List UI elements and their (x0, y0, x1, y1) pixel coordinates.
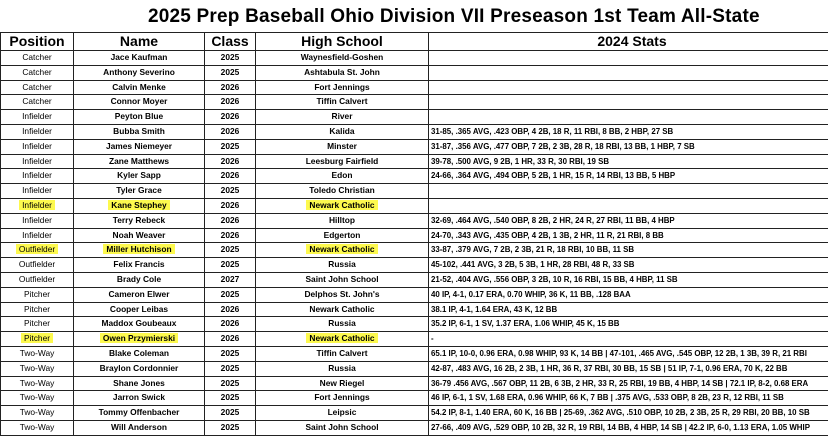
player-class-cell (205, 80, 256, 95)
table-row (1, 391, 828, 406)
player-position-cell (1, 228, 74, 243)
player-high-school-cell (256, 361, 429, 376)
player-position: Two-Way (20, 348, 55, 358)
player-high-school: Toledo Christian (309, 185, 374, 195)
table-header-row (1, 33, 828, 51)
table-row (1, 154, 828, 169)
player-stats-cell (429, 391, 828, 406)
player-position-cell (1, 346, 74, 361)
player-position-cell (1, 95, 74, 110)
player-stats-cell (429, 95, 828, 110)
player-class: 2026 (221, 200, 240, 210)
player-class-cell (205, 184, 256, 199)
player-class: 2026 (221, 170, 240, 180)
player-stats: 54.2 IP, 8-1, 1.40 ERA, 60 K, 16 BB | 25-69, .362 AVG, .510 OBP, 10 2B, 2 3B, 25 R, 29 RBI, 20 BB, 10 SB (431, 408, 810, 417)
player-stats-cell (429, 169, 828, 184)
table-row (1, 184, 828, 199)
player-high-school-cell (256, 317, 429, 332)
player-position-cell (1, 80, 74, 95)
player-name-cell (74, 317, 205, 332)
player-stats-cell (429, 376, 828, 391)
player-position: Infielder (22, 215, 52, 225)
player-class: 2025 (221, 422, 240, 432)
player-high-school-cell (256, 95, 429, 110)
player-position-cell (1, 184, 74, 199)
player-name-cell (74, 213, 205, 228)
player-name: Bubba Smith (113, 126, 165, 136)
player-position: Infielder (19, 200, 55, 210)
table-body (1, 51, 828, 436)
player-stats-cell (429, 258, 828, 273)
player-position: Infielder (22, 126, 52, 136)
table-row (1, 65, 828, 80)
player-position: Catcher (22, 82, 51, 92)
player-position: Catcher (22, 67, 51, 77)
player-class: 2026 (221, 96, 240, 106)
player-class: 2026 (221, 318, 240, 328)
player-high-school-cell (256, 287, 429, 302)
player-position-cell (1, 124, 74, 139)
table-row (1, 243, 828, 258)
player-position: Catcher (22, 96, 51, 106)
player-name-cell (74, 228, 205, 243)
player-stats-cell (429, 198, 828, 213)
player-name: Noah Weaver (113, 230, 166, 240)
player-position-cell (1, 317, 74, 332)
player-high-school: Newark Catholic (306, 244, 377, 254)
player-stats: 31-85, .365 AVG, .423 OBP, 4 2B, 18 R, 11 RBI, 8 BB, 2 HBP, 27 SB (431, 127, 673, 136)
header-class: Class (205, 33, 256, 51)
player-name: Owen Przymierski (100, 333, 178, 343)
player-name: Tommy Offenbacher (99, 407, 180, 417)
table-row (1, 110, 828, 125)
player-name: Connor Moyer (111, 96, 168, 106)
player-high-school: Edgerton (324, 230, 361, 240)
all-state-table (0, 32, 828, 436)
player-high-school: Newark Catholic (306, 200, 377, 210)
player-high-school: Kalida (329, 126, 354, 136)
player-class-cell (205, 420, 256, 435)
player-high-school: Edon (332, 170, 353, 180)
player-name: James Niemeyer (106, 141, 172, 151)
player-high-school-cell (256, 110, 429, 125)
player-position-cell (1, 332, 74, 347)
player-name-cell (74, 51, 205, 66)
player-name: Cameron Elwer (109, 289, 170, 299)
table-row (1, 139, 828, 154)
player-name: Brady Cole (117, 274, 161, 284)
player-name: Peyton Blue (115, 111, 163, 121)
player-stats: 24-70, .343 AVG, .435 OBP, 4 2B, 1 3B, 2 HR, 11 R, 21 RBI, 8 BB (431, 231, 664, 240)
player-position: Pitcher (21, 333, 53, 343)
player-class: 2025 (221, 348, 240, 358)
player-stats: 42-87, .483 AVG, 16 2B, 2 3B, 1 HR, 36 R, 37 RBI, 30 BB, 15 SB | 51 IP, 7-1, 0.96 ERA, 70 K, 22 BB (431, 364, 787, 373)
player-name-cell (74, 391, 205, 406)
player-stats: 24-66, .364 AVG, .494 OBP, 5 2B, 1 HR, 15 R, 14 RBI, 13 BB, 5 HBP (431, 171, 675, 180)
player-class-cell (205, 287, 256, 302)
header-position: Position (1, 33, 74, 51)
player-high-school-cell (256, 169, 429, 184)
table-row (1, 80, 828, 95)
player-stats-cell (429, 361, 828, 376)
player-stats: 33-87, .379 AVG, 7 2B, 2 3B, 21 R, 18 RBI, 10 BB, 11 SB (431, 245, 634, 254)
player-stats: 65.1 IP, 10-0, 0.96 ERA, 0.98 WHIP, 93 K, 14 BB | 47-101, .465 AVG, .545 OBP, 12 2B, 1 3B, 39 R, 21 RBI (431, 349, 807, 358)
player-class-cell (205, 228, 256, 243)
player-stats: 46 IP, 6-1, 1 SV, 1.68 ERA, 0.96 WHIP, 66 K, 7 BB | .375 AVG, .533 OBP, 8 2B, 23 R, 12 RBI, 11 SB (431, 393, 784, 402)
player-class: 2025 (221, 67, 240, 77)
player-high-school: Russia (328, 363, 355, 373)
player-class-cell (205, 213, 256, 228)
player-position-cell (1, 406, 74, 421)
player-class: 2026 (221, 156, 240, 166)
player-position: Outfielder (16, 244, 58, 254)
player-class: 2027 (221, 274, 240, 284)
player-stats-cell (429, 65, 828, 80)
player-high-school-cell (256, 258, 429, 273)
player-class-cell (205, 406, 256, 421)
player-position: Two-Way (20, 378, 55, 388)
player-high-school-cell (256, 198, 429, 213)
player-high-school: Russia (328, 259, 355, 269)
player-position-cell (1, 361, 74, 376)
player-class-cell (205, 51, 256, 66)
player-stats: 32-69, .464 AVG, .540 OBP, 8 2B, 2 HR, 24 R, 27 RBI, 11 BB, 4 HBP (431, 216, 675, 225)
player-name-cell (74, 302, 205, 317)
player-high-school-cell (256, 184, 429, 199)
player-name-cell (74, 198, 205, 213)
page-title: 2025 Prep Baseball Ohio Division VII Preseason 1st Team All-State (148, 4, 828, 30)
player-class: 2025 (221, 392, 240, 402)
player-name-cell (74, 376, 205, 391)
player-high-school: Fort Jennings (314, 392, 369, 402)
table-row (1, 332, 828, 347)
player-position: Infielder (22, 141, 52, 151)
player-class: 2026 (221, 333, 240, 343)
player-class-cell (205, 65, 256, 80)
player-stats-cell (429, 346, 828, 361)
player-high-school: Saint John School (305, 422, 378, 432)
player-position-cell (1, 420, 74, 435)
player-stats-cell (429, 184, 828, 199)
player-position-cell (1, 243, 74, 258)
player-high-school-cell (256, 51, 429, 66)
player-position-cell (1, 258, 74, 273)
table-row (1, 51, 828, 66)
player-position: Two-Way (20, 392, 55, 402)
player-position: Infielder (22, 230, 52, 240)
player-class-cell (205, 258, 256, 273)
player-position-cell (1, 51, 74, 66)
header-high-school: High School (256, 33, 429, 51)
player-high-school: Minster (327, 141, 357, 151)
player-class: 2026 (221, 304, 240, 314)
player-position: Two-Way (20, 407, 55, 417)
player-name-cell (74, 258, 205, 273)
player-high-school: Waynesfield-Goshen (301, 52, 384, 62)
player-name-cell (74, 110, 205, 125)
player-name-cell (74, 287, 205, 302)
player-high-school: Leipsic (328, 407, 357, 417)
player-name: Zane Matthews (109, 156, 169, 166)
player-high-school: Saint John School (305, 274, 378, 284)
player-stats: - (431, 334, 434, 343)
player-name: Will Anderson (111, 422, 167, 432)
player-high-school: Fort Jennings (314, 82, 369, 92)
player-position: Outfielder (19, 274, 55, 284)
player-stats-cell (429, 124, 828, 139)
player-class-cell (205, 272, 256, 287)
player-high-school: Delphos St. John's (304, 289, 379, 299)
player-name: Cooper Leibas (110, 304, 168, 314)
table-row (1, 287, 828, 302)
player-high-school: Newark Catholic (309, 304, 374, 314)
table-row (1, 420, 828, 435)
player-high-school-cell (256, 272, 429, 287)
player-stats-cell (429, 51, 828, 66)
table-row (1, 124, 828, 139)
player-name-cell (74, 154, 205, 169)
player-stats: 40 IP, 4-1, 0.17 ERA, 0.70 WHIP, 36 K, 11 BB, .128 BAA (431, 290, 631, 299)
player-high-school-cell (256, 406, 429, 421)
player-high-school-cell (256, 139, 429, 154)
player-class-cell (205, 376, 256, 391)
player-class: 2026 (221, 230, 240, 240)
player-name-cell (74, 332, 205, 347)
player-class-cell (205, 169, 256, 184)
player-name: Kyler Sapp (117, 170, 161, 180)
player-position-cell (1, 110, 74, 125)
player-name-cell (74, 169, 205, 184)
player-high-school: Ashtabula St. John (304, 67, 380, 77)
player-class: 2025 (221, 244, 240, 254)
player-name-cell (74, 139, 205, 154)
player-high-school: New Riegel (320, 378, 365, 388)
player-position-cell (1, 391, 74, 406)
player-class: 2025 (221, 378, 240, 388)
player-name: Kane Stephey (108, 200, 169, 210)
player-position: Infielder (22, 156, 52, 166)
player-name: Shane Jones (113, 378, 165, 388)
player-name-cell (74, 406, 205, 421)
player-name-cell (74, 243, 205, 258)
table-row (1, 198, 828, 213)
player-name-cell (74, 272, 205, 287)
player-position: Infielder (22, 170, 52, 180)
table-row (1, 361, 828, 376)
player-name: Felix Francis (113, 259, 164, 269)
table-row (1, 258, 828, 273)
player-high-school-cell (256, 65, 429, 80)
player-class-cell (205, 302, 256, 317)
player-high-school-cell (256, 124, 429, 139)
player-name-cell (74, 346, 205, 361)
player-position-cell (1, 198, 74, 213)
player-class: 2026 (221, 126, 240, 136)
player-name: Anthony Severino (103, 67, 175, 77)
player-position: Infielder (22, 185, 52, 195)
player-position: Pitcher (24, 289, 50, 299)
player-high-school-cell (256, 332, 429, 347)
player-position-cell (1, 65, 74, 80)
player-position-cell (1, 213, 74, 228)
player-high-school-cell (256, 243, 429, 258)
player-class: 2025 (221, 185, 240, 195)
player-position: Catcher (22, 52, 51, 62)
player-position-cell (1, 287, 74, 302)
player-class-cell (205, 139, 256, 154)
player-position: Infielder (22, 111, 52, 121)
player-position-cell (1, 154, 74, 169)
player-stats-cell (429, 406, 828, 421)
player-stats-cell (429, 272, 828, 287)
table-row (1, 213, 828, 228)
player-name-cell (74, 65, 205, 80)
table-row (1, 95, 828, 110)
player-class: 2025 (221, 289, 240, 299)
player-name-cell (74, 124, 205, 139)
player-name-cell (74, 80, 205, 95)
player-stats: 27-66, .409 AVG, .529 OBP, 10 2B, 32 R, 19 RBI, 14 BB, 4 HBP, 14 SB | 42.2 IP, 6-0, 1.13 ERA, 1.05 WHIP (431, 423, 810, 432)
player-high-school: Newark Catholic (306, 333, 377, 343)
player-class-cell (205, 198, 256, 213)
player-name-cell (74, 361, 205, 376)
player-position-cell (1, 302, 74, 317)
player-name: Calvin Menke (112, 82, 166, 92)
player-class: 2025 (221, 259, 240, 269)
player-class: 2026 (221, 111, 240, 121)
player-high-school-cell (256, 376, 429, 391)
player-class-cell (205, 361, 256, 376)
player-name: Miller Hutchison (103, 244, 174, 254)
player-position: Pitcher (24, 304, 50, 314)
player-name: Maddox Goubeaux (102, 318, 177, 328)
player-high-school-cell (256, 391, 429, 406)
player-name-cell (74, 184, 205, 199)
player-class: 2025 (221, 407, 240, 417)
player-name: Jace Kaufman (111, 52, 168, 62)
table-row (1, 169, 828, 184)
player-stats: 31-87, .356 AVG, .477 OBP, 7 2B, 2 3B, 28 R, 18 RBI, 13 BB, 1 HBP, 7 SB (431, 142, 695, 151)
player-class-cell (205, 317, 256, 332)
player-class-cell (205, 332, 256, 347)
player-stats-cell (429, 110, 828, 125)
player-stats-cell (429, 317, 828, 332)
player-high-school-cell (256, 302, 429, 317)
player-high-school: Tiffin Calvert (316, 348, 367, 358)
player-name: Terry Rebeck (113, 215, 165, 225)
player-high-school: Hilltop (329, 215, 355, 225)
player-stats: 38.1 IP, 4-1, 1.64 ERA, 43 K, 12 BB (431, 305, 557, 314)
player-high-school: Russia (328, 318, 355, 328)
header-name: Name (74, 33, 205, 51)
player-position: Two-Way (20, 422, 55, 432)
player-position: Pitcher (24, 318, 50, 328)
player-class: 2025 (221, 141, 240, 151)
player-name: Blake Coleman (109, 348, 169, 358)
player-stats-cell (429, 213, 828, 228)
player-high-school: Leesburg Fairfield (306, 156, 379, 166)
player-stats-cell (429, 228, 828, 243)
player-stats-cell (429, 243, 828, 258)
player-stats: 35.2 IP, 6-1, 1 SV, 1.37 ERA, 1.06 WHIP, 45 K, 15 BB (431, 319, 619, 328)
player-class-cell (205, 391, 256, 406)
player-class: 2025 (221, 363, 240, 373)
player-high-school-cell (256, 228, 429, 243)
player-high-school-cell (256, 213, 429, 228)
player-high-school-cell (256, 420, 429, 435)
player-stats: 45-102, .441 AVG, 3 2B, 5 3B, 1 HR, 28 RBI, 48 R, 33 SB (431, 260, 635, 269)
player-high-school: Tiffin Calvert (316, 96, 367, 106)
player-stats: 21-52, .404 AVG, .556 OBP, 3 2B, 10 R, 16 RBI, 15 BB, 4 HBP, 11 SB (431, 275, 678, 284)
player-high-school-cell (256, 80, 429, 95)
player-name: Tyler Grace (116, 185, 161, 195)
player-stats-cell (429, 302, 828, 317)
player-high-school: River (332, 111, 353, 121)
player-name-cell (74, 95, 205, 110)
player-stats-cell (429, 154, 828, 169)
player-stats-cell (429, 139, 828, 154)
player-position-cell (1, 169, 74, 184)
player-name: Braylon Cordonnier (100, 363, 179, 373)
player-position-cell (1, 139, 74, 154)
player-class-cell (205, 346, 256, 361)
player-class: 2025 (221, 52, 240, 62)
player-class-cell (205, 243, 256, 258)
player-class-cell (205, 110, 256, 125)
table-row (1, 406, 828, 421)
player-position-cell (1, 376, 74, 391)
table-row (1, 376, 828, 391)
player-high-school-cell (256, 346, 429, 361)
table-row (1, 346, 828, 361)
player-class: 2026 (221, 215, 240, 225)
player-stats: 39-78, .500 AVG, 9 2B, 1 HR, 33 R, 30 RBI, 19 SB (431, 157, 609, 166)
table-row (1, 228, 828, 243)
player-name-cell (74, 420, 205, 435)
player-position-cell (1, 272, 74, 287)
player-stats-cell (429, 80, 828, 95)
player-stats-cell (429, 332, 828, 347)
player-name: Jarron Swick (113, 392, 165, 402)
table-row (1, 317, 828, 332)
player-class: 2026 (221, 82, 240, 92)
player-class-cell (205, 124, 256, 139)
player-position: Two-Way (20, 363, 55, 373)
table-row (1, 272, 828, 287)
player-class-cell (205, 95, 256, 110)
player-position: Outfielder (19, 259, 55, 269)
table-row (1, 302, 828, 317)
player-stats-cell (429, 287, 828, 302)
player-class-cell (205, 154, 256, 169)
player-stats-cell (429, 420, 828, 435)
player-high-school-cell (256, 154, 429, 169)
header-2024-stats: 2024 Stats (429, 33, 828, 51)
player-stats: 36-79 .456 AVG, .567 OBP, 11 2B, 6 3B, 2 HR, 33 R, 25 RBI, 19 BB, 4 HBP, 14 SB | 72.1 IP, 8-2, 0.68 ERA (431, 379, 808, 388)
